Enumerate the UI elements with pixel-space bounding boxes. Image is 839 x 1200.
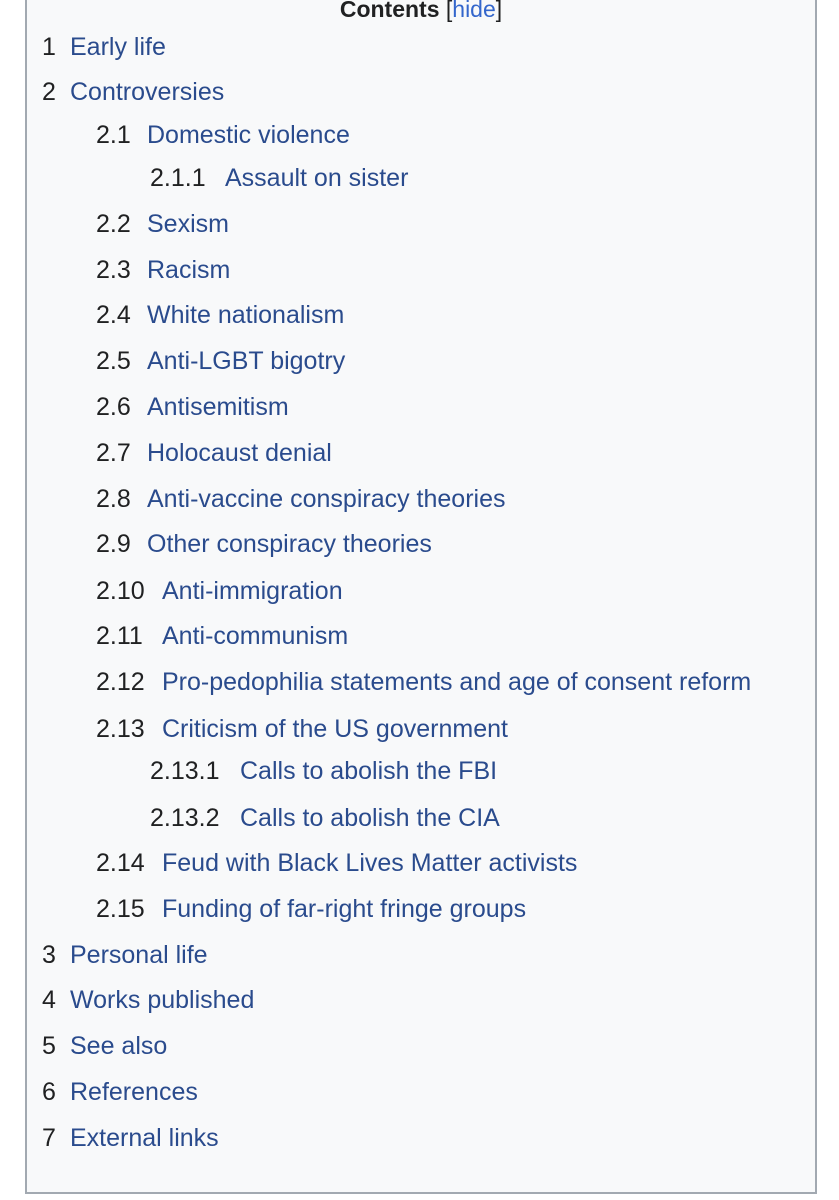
toc-link[interactable]: Anti-LGBT bigotry — [147, 347, 346, 375]
toc-item-sexism[interactable] — [96, 209, 229, 239]
toc-number: 2.2 — [96, 210, 131, 238]
toc-link[interactable]: Anti-immigration — [162, 577, 343, 605]
toc-link[interactable]: Early life — [70, 33, 166, 61]
toc-link[interactable]: White nationalism — [147, 301, 345, 329]
toc-list — [27, 0, 815, 1192]
toc-item-racism[interactable] — [96, 255, 230, 285]
toc-item-controversies[interactable] — [42, 77, 224, 107]
toc-item-domestic-violence[interactable] — [96, 120, 350, 150]
toc-number: 2.3 — [96, 256, 131, 284]
toc-number: 2.7 — [96, 439, 131, 467]
toc-number: 5 — [42, 1032, 56, 1060]
toc-link[interactable]: Anti-communism — [162, 622, 349, 650]
toc-item-works-published[interactable] — [42, 985, 254, 1015]
toc-item-anti-vaccine-conspiracy-theories[interactable] — [96, 484, 506, 514]
toc-item-holocaust-denial[interactable] — [96, 438, 332, 468]
toc-number: 2.12 — [96, 668, 145, 696]
toc-item-white-nationalism[interactable] — [96, 300, 344, 330]
toc-toggle-bracket-open: [ — [445, 0, 453, 22]
toc-number: 6 — [42, 1078, 56, 1106]
toc-link[interactable]: Assault on sister — [225, 164, 409, 192]
toc-link[interactable]: Other conspiracy theories — [147, 530, 432, 558]
toc-number: 2.13.2 — [150, 804, 220, 832]
toc-number: 3 — [42, 941, 56, 969]
toc-number: 2.4 — [96, 301, 131, 329]
toc-item-criticism-of-us-government[interactable] — [96, 714, 508, 744]
toc-number: 2.6 — [96, 393, 131, 421]
toc-number: 2.15 — [96, 895, 145, 923]
toc-item-funding-of-far-right-groups[interactable] — [96, 894, 526, 924]
toc-link[interactable]: Criticism of the US government — [162, 715, 508, 743]
toc-number: 4 — [42, 986, 56, 1014]
toc-number: 7 — [42, 1124, 56, 1152]
toc-hide-toggle[interactable]: hide — [452, 0, 496, 22]
toc-link[interactable]: Domestic violence — [147, 121, 350, 149]
toc-item-early-life[interactable] — [42, 32, 166, 62]
toc-item-assault-on-sister[interactable] — [150, 163, 408, 193]
toc-item-antisemitism[interactable] — [96, 392, 289, 422]
toc-item-personal-life[interactable] — [42, 940, 208, 970]
toc-number: 2.13.1 — [150, 757, 220, 785]
toc-link[interactable]: Calls to abolish the CIA — [240, 804, 500, 832]
toc-link[interactable]: Holocaust denial — [147, 439, 332, 467]
toc-number: 2.13 — [96, 715, 145, 743]
toc-item-references[interactable] — [42, 1077, 198, 1107]
toc-link[interactable]: Antisemitism — [147, 393, 289, 421]
toc-number: 2.9 — [96, 530, 131, 558]
toc-item-other-conspiracy-theories[interactable] — [96, 529, 432, 559]
toc-link[interactable]: Racism — [147, 256, 231, 284]
toc-item-calls-to-abolish-fbi[interactable] — [150, 756, 497, 786]
toc-item-anti-immigration[interactable] — [96, 576, 343, 606]
toc-number: 2.14 — [96, 849, 145, 877]
toc-number: 2.11 — [96, 622, 143, 650]
toc-item-anti-lgbt-bigotry[interactable] — [96, 346, 345, 376]
toc-link[interactable]: Anti-vaccine conspiracy theories — [147, 485, 506, 513]
toc-item-anti-communism[interactable] — [96, 621, 348, 651]
toc-number: 2.1 — [96, 121, 131, 149]
toc-link[interactable]: See also — [70, 1032, 168, 1060]
toc-link[interactable]: Controversies — [70, 78, 225, 106]
toc-item-see-also[interactable] — [42, 1031, 167, 1061]
toc-item-pro-pedophilia-statements[interactable] — [96, 667, 751, 697]
toc-link[interactable]: Personal life — [70, 941, 208, 969]
toc-link[interactable]: Pro-pedophilia statements and age of consent reform — [162, 668, 752, 696]
toc-number: 2.10 — [96, 577, 145, 605]
toc-toggle-bracket-close: ] — [495, 0, 503, 22]
toc-link[interactable]: Works published — [70, 986, 255, 1014]
toc-number: 2.8 — [96, 485, 131, 513]
toc-number: 2.5 — [96, 347, 131, 375]
toc-number: 2.1.1 — [150, 164, 206, 192]
toc-item-feud-with-blm-activists[interactable] — [96, 848, 577, 878]
toc-link[interactable]: References — [70, 1078, 198, 1106]
toc-title: Contents — [339, 0, 440, 22]
toc-item-calls-to-abolish-cia[interactable] — [150, 803, 500, 833]
toc-link[interactable]: Feud with Black Lives Matter activists — [162, 849, 578, 877]
table-of-contents — [25, 0, 817, 1194]
toc-number: 2 — [42, 78, 56, 106]
toc-item-external-links[interactable] — [42, 1123, 219, 1153]
toc-link[interactable]: Funding of far-right fringe groups — [162, 895, 527, 923]
toc-link[interactable]: Calls to abolish the FBI — [240, 757, 498, 785]
toc-link[interactable]: External links — [70, 1124, 219, 1152]
toc-link[interactable]: Sexism — [147, 210, 229, 238]
toc-number: 1 — [42, 33, 56, 61]
